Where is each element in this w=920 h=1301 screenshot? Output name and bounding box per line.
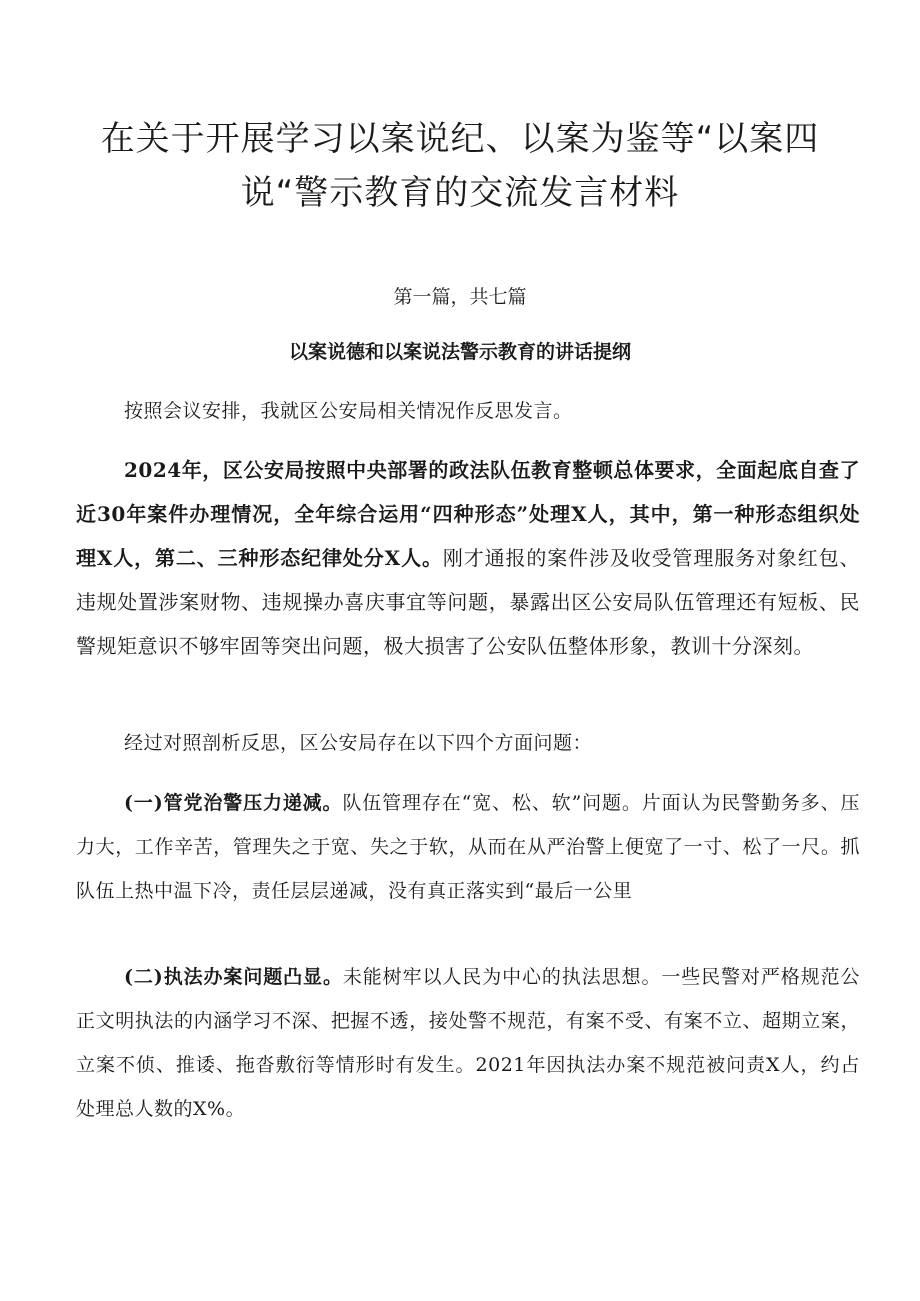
document-title	[60, 112, 860, 220]
title-line-1: 在关于开展学习以案说纪、以案为鉴等“以案四	[100, 119, 820, 159]
section-heading: 以案说德和以案说法警示教育的讲话提纲	[288, 341, 631, 363]
paragraph-overview	[76, 448, 860, 668]
paragraph-problem-2	[76, 955, 860, 1131]
problem-2-body: 未能树牢以人民为中心的执法思想。一些民警对严格规范公正文明执法的内涵学习不深、把握不透，接处警不规范，有案不受、有案不立、超期立案，立案不侦、推诿、拖沓敷衍等情形时有发生。2021年因执法办案不规范被问责X人，约占处理总人数的X%。	[76, 966, 860, 1120]
paragraph-overview-bold: 2024年，区公安局按照中央部署的政法队伍教育整顿总体要求，全面起底自查了近30年案件办理情况，全年综合运用“四种形态”处理X人，其中，第一种形态组织处理X人，第二、三种形态纪律处分X人。	[76, 458, 860, 570]
section-label: 第一篇，共七篇	[393, 286, 527, 308]
paragraph-problems-intro	[76, 721, 860, 765]
paragraph-intro-text: 按照会议安排，我就区公安局相关情况作反思发言。	[124, 400, 573, 422]
paragraph-problem-1	[76, 781, 860, 913]
paragraph-overview-rest: 刚才通报的案件涉及收受管理服务对象红包、违规处置涉案财物、违规操办喜庆事宜等问题，暴露出区公安局队伍管理还有短板、民警规矩意识不够牢固等突出问题，极大损害了公安队伍整体形象，教训十分深刻。	[76, 546, 860, 658]
paragraph-problems-intro-text: 经过对照剖析反思，区公安局存在以下四个方面问题：	[124, 732, 593, 754]
paragraph-intro	[76, 389, 860, 433]
problem-2-lead: (二)执法办案问题凸显。	[124, 966, 343, 988]
problem-1-body: 队伍管理存在“宽、松、软”问题。片面认为民警勤务多、压力大，工作辛苦，管理失之于宽、失之于软，从而在从严治警上便宽了一寸、松了一尺。抓队伍上热中温下冷，责任层层递减，没有真正落实到“最后一公里	[76, 792, 860, 902]
problem-1-lead: (一)管党治警压力递减。	[124, 792, 343, 814]
title-line-2: 说“警示教育的交流发言材料	[240, 173, 680, 213]
